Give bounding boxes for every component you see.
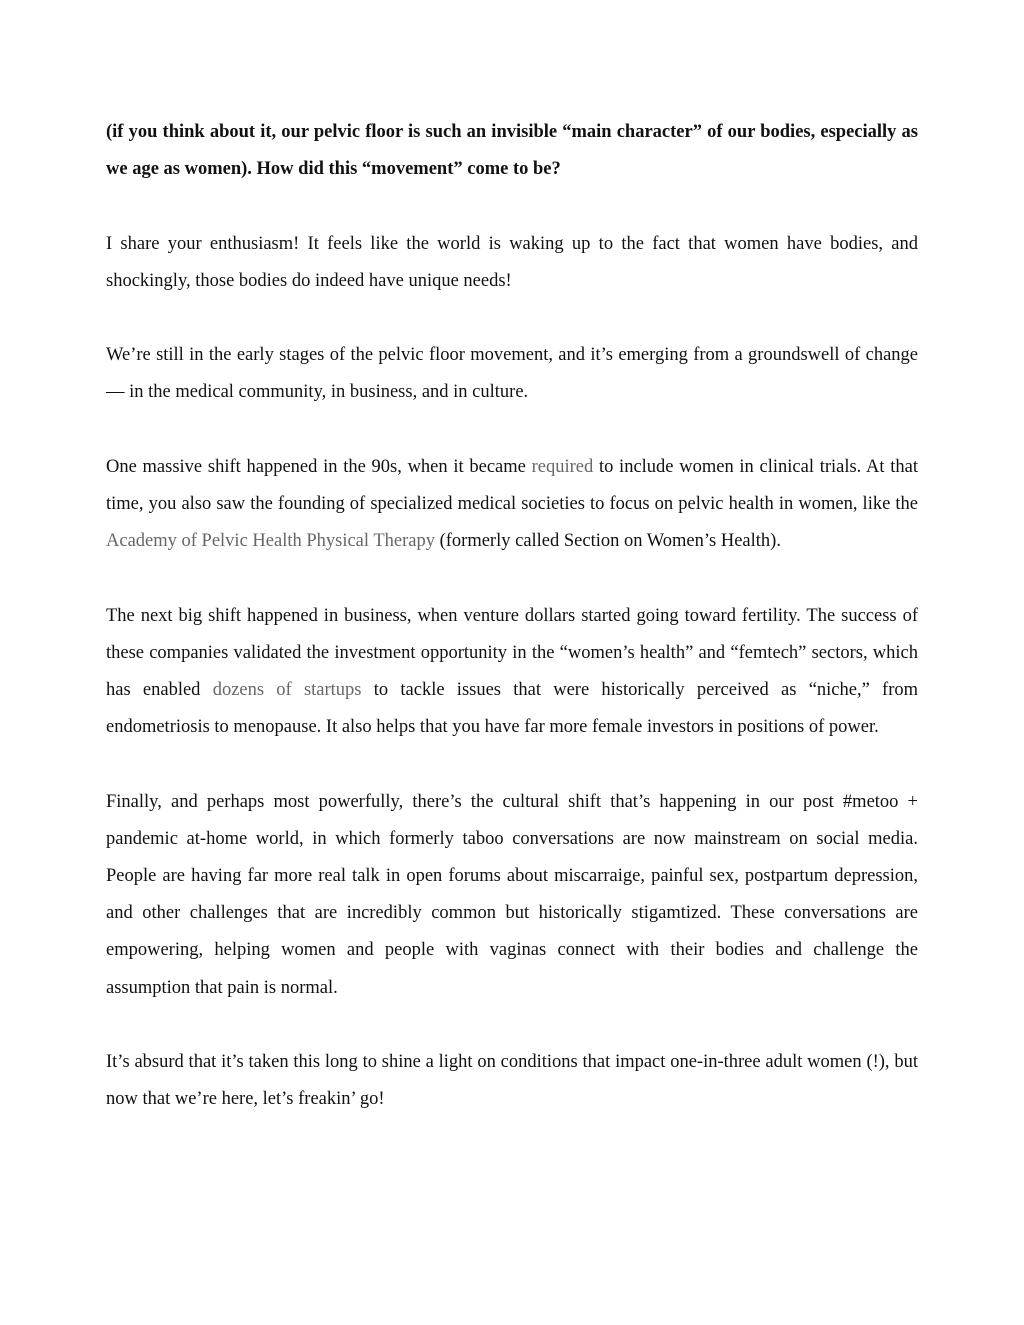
academy-pelvic-health-link[interactable]: Academy of Pelvic Health Physical Therapy: [106, 531, 435, 552]
document-body: [106, 114, 918, 1118]
answer-paragraph-5: Finally, and perhaps most powerfully, there’s the cultural shift that’s happening in our post #metoo + pandemic at-home world, in which formerly taboo conversations are now mainstream on social media. People are having far more real talk in open forums about miscarraige, painful sex, postpartum depression, and other challenges that are incredibly common but historically stigamtized. These conversations are empowering, helping women and people with vaginas connect with their bodies and challenge the assumption that pain is normal.: [106, 791, 918, 998]
interview-question: (if you think about it, our pelvic floor is such an invisible “main character” of our bodies, especially as we age as women). How did this “movement” come to be?: [106, 122, 918, 180]
dozens-of-startups-link[interactable]: dozens of startups: [212, 679, 362, 700]
answer-paragraph-4: [106, 598, 918, 747]
answer-paragraph-3: [106, 449, 918, 561]
answer-paragraph-6: It’s absurd that it’s taken this long to shine a light on conditions that impact one-in-three adult women (!), but now that we’re here, let’s freakin’ go!: [106, 1051, 918, 1110]
answer-paragraph-1: I share your enthusiasm! It feels like the world is waking up to the fact that women have bodies, and shockingly, those bodies do indeed have unique needs!: [106, 233, 918, 291]
answer-paragraph-2: We’re still in the early stages of the pelvic floor movement, and it’s emerging from a groundswell of change — in the medical community, in business, and in culture.: [106, 345, 918, 403]
paragraph-text: The next big shift happened in business, when venture dollars started going toward fertility. The success of these companies validated the investment opportunity in the “women’s health” and “femtech” sectors, which has enabled: [106, 605, 918, 700]
required-link[interactable]: required: [531, 456, 594, 477]
paragraph-text: One massive shift happened in the 90s, when it became: [106, 456, 532, 477]
paragraph-text: to include women in clinical trials. At that time, you also saw the founding of specialized medical societies to focus on pelvic health in women, like the: [106, 456, 918, 514]
paragraph-text: (formerly called Section on Women’s Health).: [434, 531, 781, 552]
paragraph-text: to tackle issues that were historically perceived as “niche,” from endometriosis to menopause. It also helps that you have far more female investors in positions of power.: [106, 679, 919, 738]
